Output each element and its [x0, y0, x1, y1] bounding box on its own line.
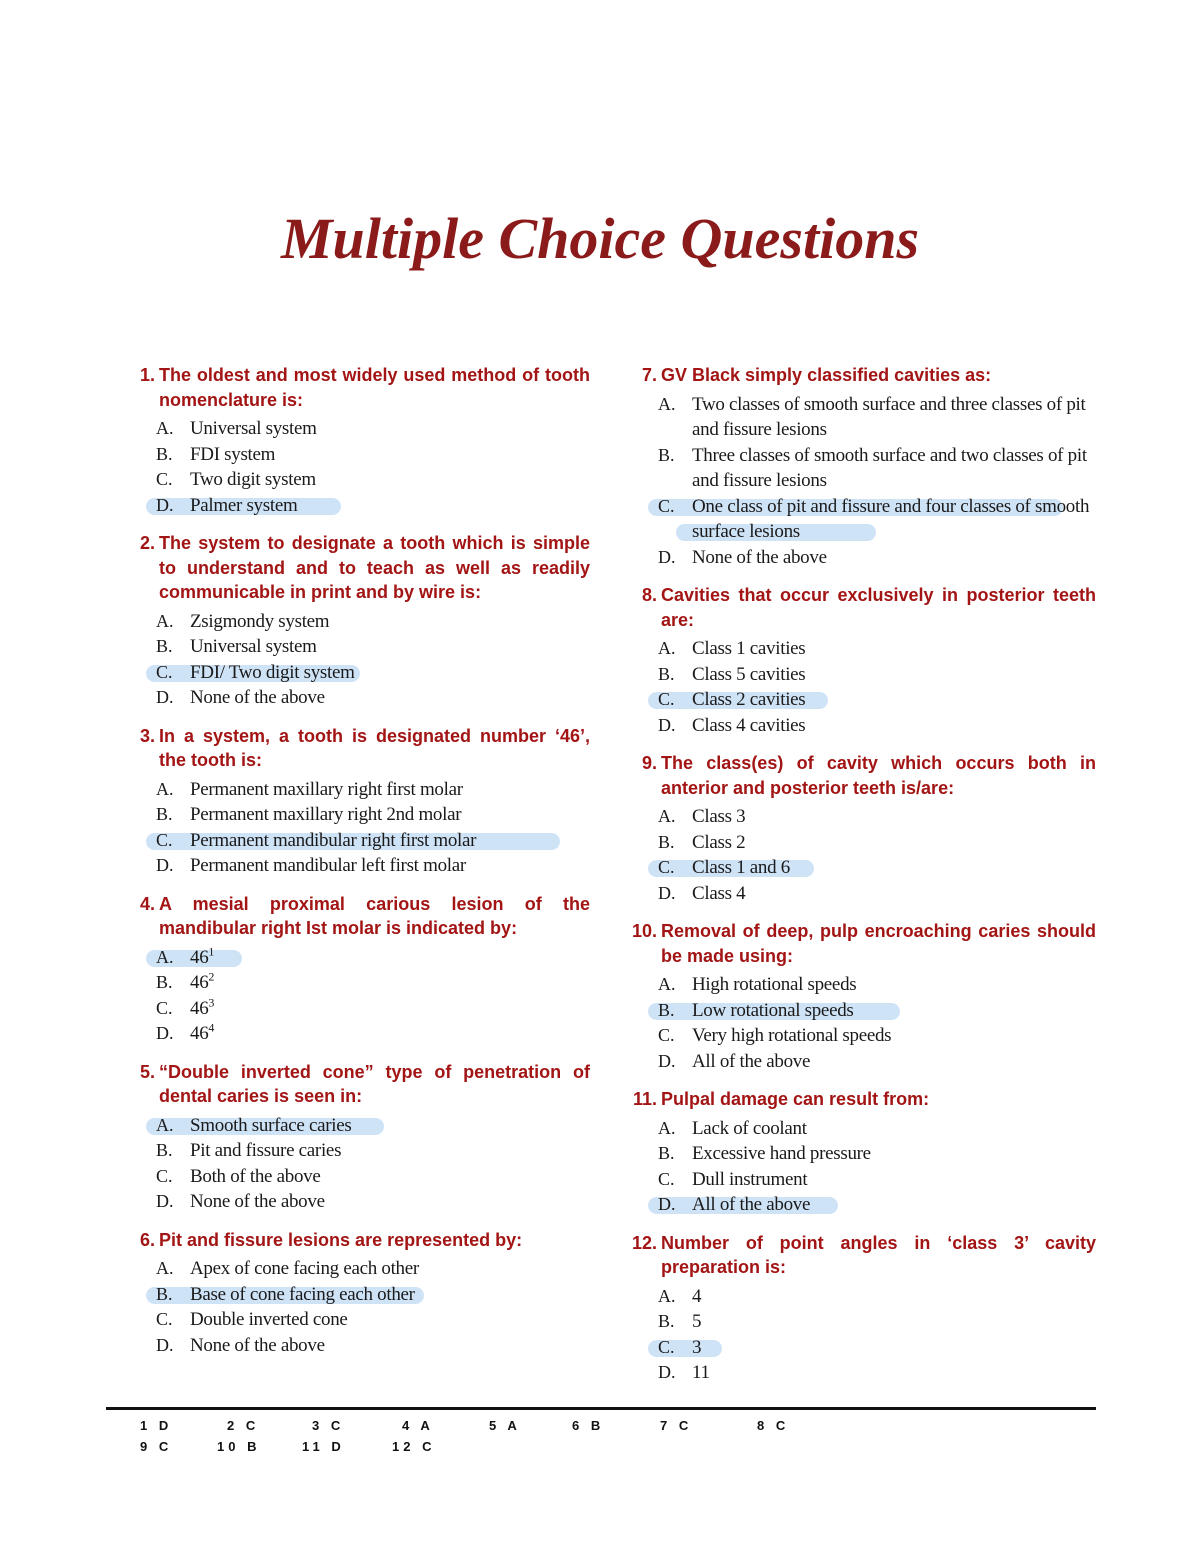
option-text: $46^3$: [190, 995, 215, 1019]
question-number: 8.: [641, 585, 657, 605]
answer-option[interactable]: [124, 685, 590, 711]
option-text: Pit and fissure caries: [190, 1140, 342, 1161]
option-text: Palmer system: [190, 494, 298, 516]
question-number: 3.: [139, 725, 155, 746]
answer-key-item: 6 B: [572, 1418, 605, 1433]
option-letter: A.: [156, 1114, 174, 1135]
question-block: [626, 919, 1096, 1074]
answer-option[interactable]: [626, 1360, 1096, 1386]
question-block: [124, 892, 590, 1047]
option-text: Class 1 and 6: [692, 857, 790, 878]
question-header: [626, 1087, 1096, 1112]
question-number: 12.: [631, 1232, 657, 1253]
option-list: [124, 777, 590, 879]
option-letter: C.: [658, 689, 675, 709]
option-text: 11: [692, 1362, 710, 1383]
option-letter: A.: [658, 1285, 676, 1306]
option-text: Class 4: [692, 882, 746, 904]
answer-option[interactable]: [124, 777, 590, 803]
option-text: None of the above: [692, 546, 827, 568]
question-number: 1.: [139, 365, 155, 385]
option-letter: D.: [156, 687, 174, 707]
questions-column-left: [124, 363, 590, 1371]
question-text: The oldest and most widely used method of tooth nomenclature is:: [159, 365, 590, 410]
option-letter: D.: [156, 1191, 174, 1211]
question-block: [626, 751, 1096, 906]
question-header: [626, 583, 1096, 632]
option-text: Base of cone facing each other: [190, 1283, 415, 1305]
answer-option[interactable]: [626, 1309, 1096, 1335]
answer-option[interactable]: [124, 609, 590, 635]
question-block: [626, 1087, 1096, 1218]
answer-option[interactable]: [626, 392, 1096, 443]
question-text: In a system, a tooth is designated number ‘46’, the tooth is:: [159, 725, 590, 770]
answer-option[interactable]: [124, 802, 590, 828]
question-block: [124, 1060, 590, 1215]
option-letter: D.: [156, 1023, 174, 1043]
question-header: [626, 1231, 1096, 1280]
option-text: Low rotational speeds: [692, 999, 854, 1021]
option-superscript: 4: [208, 1020, 215, 1035]
option-letter: A.: [156, 610, 174, 631]
option-text: FDI/ Two digit system: [190, 661, 355, 683]
option-text: Class 3: [692, 806, 746, 827]
option-letter: D.: [658, 714, 676, 735]
option-letter: C.: [156, 1309, 173, 1329]
answer-option[interactable]: [124, 634, 590, 660]
answer-option[interactable]: [626, 636, 1096, 662]
question-number: 9.: [641, 753, 657, 773]
option-text: Class 1 cavities: [692, 638, 806, 659]
option-letter: B.: [156, 443, 173, 464]
option-text: Permanent mandibular right first molar: [190, 829, 477, 851]
answer-option[interactable]: [124, 442, 590, 468]
option-superscript: 3: [208, 995, 215, 1010]
option-text: $46^4$: [190, 1020, 215, 1044]
question-number: 11.: [632, 1089, 657, 1109]
option-text: All of the above: [692, 1194, 811, 1215]
option-letter: C.: [658, 1336, 675, 1357]
option-text: Very high rotational speeds: [692, 1025, 892, 1046]
answer-key: [140, 1418, 1040, 1460]
option-letter: D.: [156, 855, 174, 875]
option-text: Smooth surface caries: [190, 1114, 352, 1136]
question-text: The class(es) of cavity which occurs both in anterior and posterior teeth is/are:: [661, 753, 1096, 798]
answer-key-item: 4 A: [402, 1418, 434, 1433]
question-block: [626, 1231, 1096, 1386]
option-letter: C.: [156, 1165, 173, 1186]
question-block: [124, 724, 590, 879]
option-text: Excessive hand pressure: [692, 1143, 871, 1164]
option-letter: D.: [658, 546, 676, 567]
answer-option[interactable]: [124, 1164, 590, 1190]
option-list: [626, 392, 1096, 571]
answer-option[interactable]: [124, 1256, 590, 1282]
option-text: Lack of coolant: [692, 1117, 807, 1139]
option-letter: B.: [156, 804, 173, 824]
option-text: 3: [692, 1336, 702, 1358]
option-text: Both of the above: [190, 1165, 321, 1187]
option-text: $46^1$: [190, 944, 215, 968]
option-letter: B.: [658, 831, 675, 852]
answer-key-item: 1 D: [140, 1418, 173, 1433]
option-superscript: 2: [208, 969, 215, 984]
option-letter: C.: [156, 997, 173, 1018]
option-letter: B.: [658, 663, 675, 684]
option-letter: A.: [156, 418, 174, 438]
answer-option[interactable]: [124, 1021, 590, 1047]
question-text: Cavities that occur exclusively in posterior teeth are:: [661, 585, 1096, 630]
answer-option[interactable]: [124, 970, 590, 996]
answer-option[interactable]: [124, 660, 590, 686]
option-list: [626, 972, 1096, 1074]
answer-option[interactable]: [626, 1284, 1096, 1310]
answer-option[interactable]: [626, 881, 1096, 907]
option-letter: D.: [156, 494, 174, 515]
answer-key-item: 7 C: [660, 1418, 693, 1433]
answer-option[interactable]: [124, 416, 590, 442]
answer-option[interactable]: [626, 804, 1096, 830]
option-letter: C.: [658, 495, 675, 516]
option-list: [124, 609, 590, 711]
option-text: $46^2$: [190, 969, 215, 993]
question-header: [124, 892, 590, 941]
option-text: Class 2: [692, 831, 746, 853]
answer-key-item: 5 A: [489, 1418, 521, 1433]
answer-option[interactable]: [626, 1023, 1096, 1049]
option-list: [626, 636, 1096, 738]
option-letter: C.: [156, 829, 173, 850]
option-list: [124, 945, 590, 1047]
option-letter: A.: [658, 974, 676, 994]
question-block: [124, 531, 590, 711]
answer-option[interactable]: [626, 972, 1096, 998]
option-letter: A.: [658, 806, 676, 826]
answer-option[interactable]: [124, 1138, 590, 1164]
question-text: A mesial proximal carious lesion of the mandibular right Ist molar is indicated by:: [159, 893, 590, 938]
question-text: Removal of deep, pulp encroaching caries should be made using:: [661, 921, 1096, 966]
option-text: Class 4 cavities: [692, 714, 806, 736]
answer-option[interactable]: [124, 467, 590, 493]
answer-key-item: 11 D: [302, 1439, 345, 1454]
option-text: Universal system: [190, 418, 317, 439]
option-letter: C.: [658, 1025, 675, 1045]
question-header: [626, 919, 1096, 968]
option-list: [626, 1116, 1096, 1218]
option-superscript: 1: [208, 944, 215, 959]
option-list: [124, 1113, 590, 1215]
question-block: [124, 363, 590, 518]
answer-option[interactable]: [626, 1335, 1096, 1361]
question-header: [124, 363, 590, 412]
option-text: FDI system: [190, 443, 276, 465]
question-text: Pit and fissure lesions are represented by:: [159, 1229, 523, 1250]
option-letter: D.: [658, 882, 676, 903]
question-text: GV Black simply classified cavities as:: [661, 365, 992, 385]
answer-option[interactable]: [124, 1113, 590, 1139]
option-letter: B.: [658, 999, 675, 1020]
option-letter: D.: [156, 1334, 174, 1355]
question-header: [626, 363, 1096, 388]
question-number: 5.: [139, 1061, 155, 1082]
answer-option[interactable]: [626, 1167, 1096, 1193]
answer-option[interactable]: [124, 996, 590, 1022]
option-text: Class 2 cavities: [692, 689, 806, 710]
question-number: 7.: [641, 365, 657, 385]
option-text: High rotational speeds: [692, 974, 857, 995]
option-letter: C.: [658, 1168, 675, 1189]
option-text: Three classes of smooth surface and two classes of pit and fissure lesions: [692, 444, 1087, 491]
option-text: Permanent mandibular left first molar: [190, 855, 466, 876]
option-text: 5: [692, 1311, 702, 1332]
answer-option[interactable]: [626, 1192, 1096, 1218]
option-letter: A.: [658, 638, 676, 658]
answer-option[interactable]: [124, 828, 590, 854]
option-letter: B.: [156, 1140, 173, 1160]
question-header: [124, 1060, 590, 1109]
answer-option[interactable]: [626, 662, 1096, 688]
option-letter: C.: [156, 469, 173, 489]
divider: [106, 1407, 1096, 1410]
option-letter: A.: [156, 946, 174, 967]
answer-option[interactable]: [626, 443, 1096, 494]
question-number: 6.: [139, 1229, 155, 1250]
question-text: Number of point angles in ‘class 3’ cavity preparation is:: [661, 1232, 1096, 1277]
option-text: None of the above: [190, 687, 325, 708]
option-list: [626, 1284, 1096, 1386]
answer-option[interactable]: [124, 945, 590, 971]
option-letter: D.: [658, 1194, 676, 1214]
question-header: [124, 1228, 590, 1253]
answer-option[interactable]: [626, 545, 1096, 571]
answer-option[interactable]: [626, 494, 1096, 545]
question-text: The system to designate a tooth which is simple to understand and to teach as well as readily communicable in print and by wire is:: [159, 533, 590, 602]
questions-column-right: [626, 363, 1096, 1399]
option-text: Two classes of smooth surface and three classes of pit and fissure lesions: [692, 393, 1086, 440]
option-text: All of the above: [692, 1050, 811, 1072]
option-letter: B.: [156, 972, 173, 992]
answer-option[interactable]: [124, 1189, 590, 1215]
question-number: 2.: [139, 533, 155, 553]
answer-option[interactable]: [626, 998, 1096, 1024]
page-title: Multiple Choice Questions: [280, 206, 920, 271]
answer-option[interactable]: [626, 1116, 1096, 1142]
answer-option[interactable]: [626, 713, 1096, 739]
answer-key-row: [140, 1418, 1040, 1439]
option-text: None of the above: [190, 1191, 325, 1212]
question-number: 4.: [139, 893, 155, 914]
option-text: Universal system: [190, 636, 317, 657]
question-block: [626, 583, 1096, 738]
question-text: Pulpal damage can result from:: [661, 1089, 930, 1109]
answer-option[interactable]: [626, 1049, 1096, 1075]
option-letter: A.: [156, 1258, 174, 1278]
answer-key-row: [140, 1439, 1040, 1460]
option-letter: B.: [658, 1143, 675, 1163]
answer-option[interactable]: [124, 493, 590, 519]
option-text: Double inverted cone: [190, 1309, 348, 1330]
answer-option[interactable]: [124, 1282, 590, 1308]
option-text: One class of pit and fissure and four classes of smooth surface lesions: [692, 495, 1090, 542]
option-letter: D.: [658, 1362, 676, 1382]
option-text: Zsigmondy system: [190, 610, 330, 632]
question-number: 10.: [631, 921, 657, 941]
option-list: [626, 804, 1096, 906]
option-text: Permanent maxillary right 2nd molar: [190, 804, 462, 825]
answer-option[interactable]: [124, 853, 590, 879]
option-text: 4: [692, 1285, 702, 1307]
answer-option[interactable]: [124, 1333, 590, 1359]
question-text: “Double inverted cone” type of penetration of dental caries is seen in:: [159, 1061, 590, 1106]
option-letter: A.: [658, 1117, 676, 1138]
option-list: [124, 1256, 590, 1358]
option-letter: A.: [156, 778, 174, 799]
answer-option[interactable]: [124, 1307, 590, 1333]
option-letter: B.: [658, 1311, 675, 1331]
option-letter: B.: [658, 444, 675, 465]
answer-option[interactable]: [626, 830, 1096, 856]
question-header: [626, 751, 1096, 800]
option-list: [124, 416, 590, 518]
option-text: Permanent maxillary right first molar: [190, 778, 463, 800]
question-header: [124, 531, 590, 605]
question-header: [124, 724, 590, 773]
answer-option[interactable]: [626, 687, 1096, 713]
option-letter: C.: [658, 857, 675, 877]
question-block: [626, 363, 1096, 570]
answer-key-item: 8 C: [757, 1418, 790, 1433]
option-text: Class 5 cavities: [692, 663, 806, 685]
option-letter: B.: [156, 1283, 173, 1304]
option-letter: A.: [658, 393, 676, 414]
option-letter: B.: [156, 636, 173, 656]
option-text: None of the above: [190, 1334, 325, 1356]
answer-key-item: 9 C: [140, 1439, 173, 1454]
option-text: Apex of cone facing each other: [190, 1258, 419, 1279]
option-text: Two digit system: [190, 469, 316, 490]
answer-key-item: 2 C: [227, 1418, 260, 1433]
answer-key-item: 10 B: [217, 1439, 261, 1454]
answer-key-item: 3 C: [312, 1418, 345, 1433]
answer-option[interactable]: [626, 855, 1096, 881]
question-block: [124, 1228, 590, 1359]
option-letter: D.: [658, 1050, 676, 1071]
option-text: Dull instrument: [692, 1168, 808, 1190]
answer-key-item: 12 C: [392, 1439, 436, 1454]
answer-option[interactable]: [626, 1141, 1096, 1167]
option-letter: C.: [156, 661, 173, 682]
